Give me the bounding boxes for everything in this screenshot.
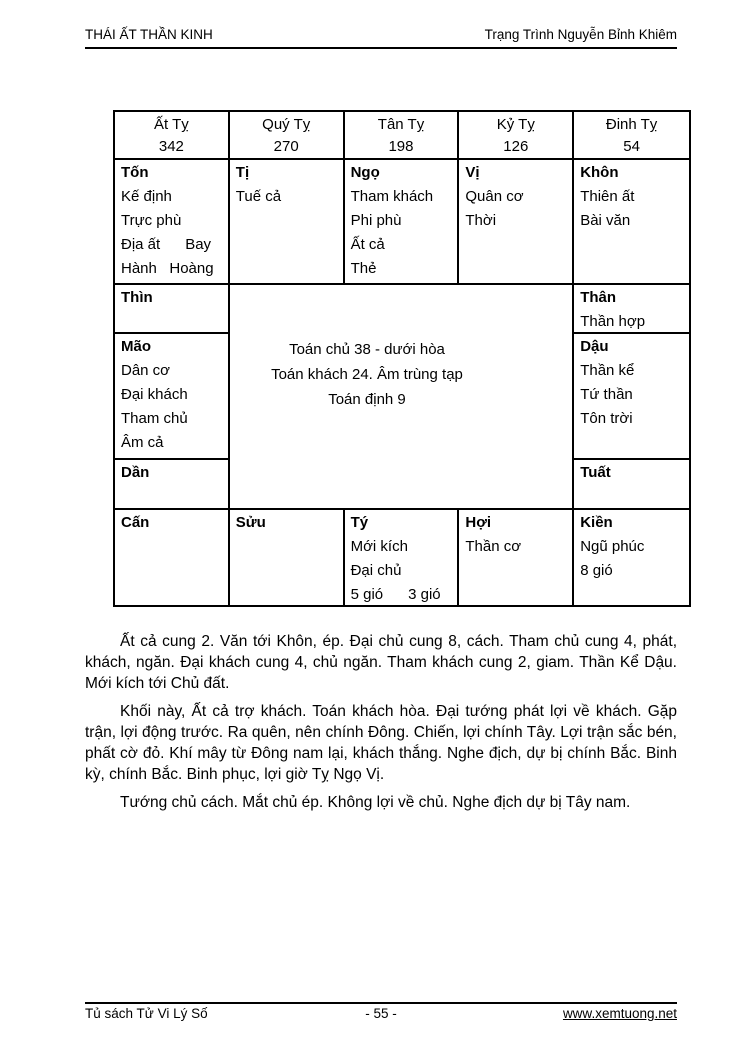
palace-label: Mão — [121, 338, 151, 355]
cell-line: Tôn trời — [580, 410, 633, 427]
year-name: Ất Tỵ — [154, 116, 189, 133]
cell-line: Ngũ phúc — [580, 538, 645, 555]
cell-line: 8 gió — [580, 562, 613, 579]
cell-can — [115, 510, 230, 605]
cell-line: Mới kích — [350, 538, 408, 555]
palace-label: Tý — [350, 514, 369, 531]
cell-line: Tuế cả — [235, 188, 282, 205]
author-name: Trạng Trình Nguyễn Bỉnh Khiêm — [484, 27, 677, 42]
palace-label: Tốn — [121, 164, 149, 181]
cell-line: Hành Hoàng — [121, 260, 214, 277]
cell-line: Phi phù — [350, 212, 402, 229]
palace-label: Ngọ — [350, 164, 380, 181]
palace-label: Thìn — [121, 289, 153, 306]
cell-line: Đại chủ — [350, 562, 402, 579]
header-rule — [85, 47, 677, 49]
paragraph-3: Tướng chủ cách. Mắt chủ ép. Không lợi về chủ. Nghe địch dự bị Tây nam. — [120, 794, 631, 811]
cell-khon — [574, 160, 689, 285]
year-number: 198 — [388, 138, 414, 155]
year-cell-tan-ty — [345, 112, 460, 160]
paragraph-2: Khối này, Ất cả trợ khách. Toán khách hòa. Đại tướng phát lợi về khách. Gặp trận, lợi động trước. Ra quên, nên chính Đông. Chiến, lợi chính Tây. Lợi trận sắc bén, phất cờ đỏ. Khí mây từ Đông nam lại, khách thắng. Nghe địch, dự bị chính Bắc. Binh kỳ, chính Bắc. Binh phục, lợi giờ Tỵ Ngọ Vị. — [85, 703, 677, 783]
page-footer — [85, 1006, 677, 1024]
cell-line: Tham khách — [350, 188, 434, 205]
toan-khach-line: Toán khách 24. Âm trùng tạp — [271, 366, 463, 383]
cell-ton — [115, 160, 230, 285]
page-number: - 55 - — [365, 1006, 397, 1021]
cell-tuat — [574, 460, 689, 510]
toan-dinh-line: Toán định 9 — [328, 391, 406, 408]
cell-ngo — [345, 160, 460, 285]
cell-line: Thần kể — [580, 362, 635, 379]
cell-line: Kế định — [121, 188, 172, 205]
cell-suu — [230, 510, 345, 605]
palace-label: Khôn — [580, 164, 619, 181]
toan-chu-line: Toán chủ 38 - dưới hòa — [289, 341, 445, 358]
cell-line: Thần cơ — [465, 538, 522, 555]
year-name: Quý Tỵ — [262, 116, 311, 133]
paragraph-1: Ất cả cung 2. Văn tới Khôn, ép. Đại chủ cung 8, cách. Tham chủ cung 4, phát, khách, ngăn. Đại khách cung 4, chủ ngăn. Tham khách cung 2, giam. Thần Kể Dậu. Mới kích tới Chủ đất. — [85, 633, 677, 692]
cell-line: Tham chủ — [121, 410, 188, 427]
cell-line: Bài văn — [580, 212, 631, 229]
palace-label: Vị — [465, 164, 480, 181]
palace-label: Hợi — [465, 514, 492, 531]
cell-thin — [115, 285, 230, 334]
palace-label: Dần — [121, 464, 150, 481]
cell-than — [574, 285, 689, 334]
cell-dau — [574, 334, 689, 460]
palace-label: Tị — [235, 164, 250, 181]
year-number: 270 — [273, 138, 299, 155]
year-number: 126 — [503, 138, 529, 155]
cell-line: 5 gió 3 gió — [350, 586, 441, 603]
series-title: Tủ sách Tử Vi Lý Số — [85, 1006, 208, 1021]
cell-line: Quân cơ — [465, 188, 524, 205]
year-cell-quy-ty — [230, 112, 345, 160]
cell-ti — [230, 160, 345, 285]
footer-rule — [85, 1002, 677, 1004]
cell-line: Địa ất Bay — [121, 236, 212, 253]
cell-line: Dân cơ — [121, 362, 171, 379]
palace-label: Tuất — [580, 464, 611, 481]
website-link[interactable]: www.xemtuong.net — [562, 1006, 677, 1021]
book-title: THÁI ẤT THẦN KINH — [85, 27, 213, 42]
cell-ty — [345, 510, 460, 605]
palace-label: Cấn — [121, 514, 150, 531]
cell-mao — [115, 334, 230, 460]
palace-label: Kiền — [580, 514, 613, 531]
cell-line: Tứ thần — [580, 386, 633, 403]
palace-label: Dậu — [580, 338, 609, 355]
cell-dan — [115, 460, 230, 510]
year-name: Kỷ Tỵ — [496, 116, 535, 133]
palace-label: Sửu — [235, 514, 266, 531]
cell-line: Đại khách — [121, 386, 188, 403]
cell-hoi — [459, 510, 574, 605]
year-cell-dinh-ty — [574, 112, 689, 160]
cell-line: Trực phù — [121, 212, 182, 229]
year-cell-ky-ty — [459, 112, 574, 160]
cell-line: Thiên ất — [580, 188, 635, 205]
cell-line: Thần hợp — [580, 313, 646, 330]
year-cell-at-ty — [115, 112, 230, 160]
year-name: Tân Tỵ — [377, 116, 425, 133]
cell-line: Ất cả — [350, 236, 385, 253]
cell-kien — [574, 510, 689, 605]
cell-line: Thời — [465, 212, 497, 229]
year-number: 342 — [158, 138, 184, 155]
year-name: Đinh Tỵ — [605, 116, 658, 133]
cell-vi — [459, 160, 574, 285]
body-text — [85, 631, 677, 813]
center-cell — [230, 285, 574, 510]
page-header — [85, 27, 677, 42]
year-number: 54 — [623, 138, 640, 155]
cell-line: Thẻ — [350, 260, 377, 277]
palace-label: Thân — [580, 289, 617, 306]
thai-at-chart — [113, 110, 691, 607]
cell-line: Âm cả — [121, 434, 164, 451]
